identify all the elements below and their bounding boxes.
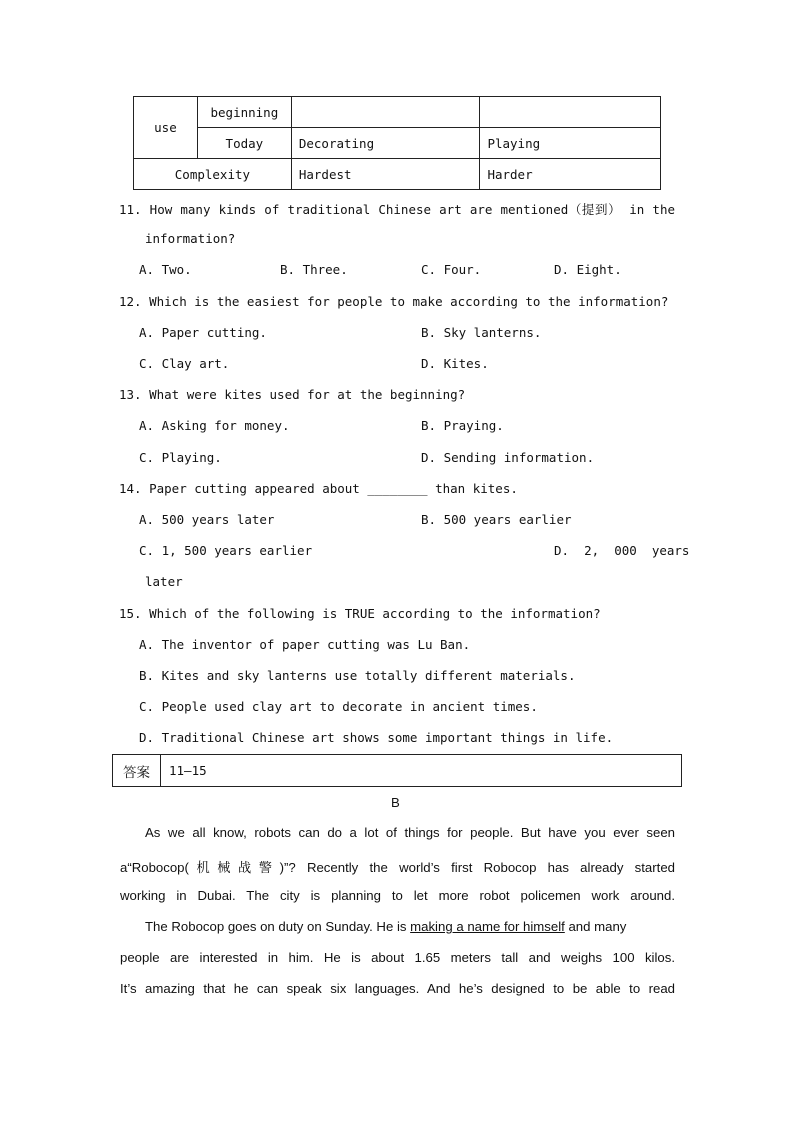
answer-box bbox=[112, 754, 682, 787]
option-13-a[interactable]: A. Asking for money. bbox=[139, 418, 290, 433]
table-cell: Hardest bbox=[291, 159, 480, 190]
question-11-stem: 11. How many kinds of traditional Chinese art are mentioned（提到） in the bbox=[119, 202, 675, 217]
option-11-a[interactable]: A. Two. bbox=[139, 262, 192, 277]
option-15-c[interactable]: C. People used clay art to decorate in ancient times. bbox=[139, 699, 538, 714]
table-row bbox=[134, 159, 661, 190]
table-cell: beginning bbox=[197, 97, 291, 128]
table-cell bbox=[291, 97, 480, 128]
passage-line: working in Dubai. The city is planning to let more robot policemen work around. bbox=[120, 888, 675, 903]
question-14-stem bbox=[119, 481, 518, 496]
option-14-a[interactable]: A. 500 years later bbox=[139, 512, 275, 527]
table-cell: Today bbox=[197, 128, 291, 159]
section-heading: B bbox=[391, 795, 400, 810]
answer-value: 11—15 bbox=[169, 763, 207, 778]
option-12-c[interactable]: C. Clay art. bbox=[139, 356, 230, 371]
question-15-stem: 15. Which of the following is TRUE according to the information? bbox=[119, 606, 601, 621]
option-14-b[interactable]: B. 500 years earlier bbox=[421, 512, 572, 527]
option-11-b[interactable]: B. Three. bbox=[280, 262, 348, 277]
option-12-b[interactable]: B. Sky lanterns. bbox=[421, 325, 542, 340]
option-15-d[interactable]: D. Traditional Chinese art shows some important things in life. bbox=[139, 730, 614, 745]
option-14-d-cont: later bbox=[145, 574, 183, 589]
passage-text: The Robocop goes on duty on Sunday. He is bbox=[145, 919, 411, 934]
option-13-d[interactable]: D. Sending information. bbox=[421, 450, 595, 465]
table-cell bbox=[480, 97, 661, 128]
passage-line: people are interested in him. He is about 1.65 meters tall and weighs 100 kilos. bbox=[120, 950, 675, 965]
question-11-stem-cont: information? bbox=[145, 231, 236, 246]
option-13-c[interactable]: C. Playing. bbox=[139, 450, 222, 465]
option-11-c[interactable]: C. Four. bbox=[421, 262, 482, 277]
table-cell: Complexity bbox=[134, 159, 292, 190]
answer-label: 答案 bbox=[113, 755, 161, 786]
table-cell: Playing bbox=[480, 128, 661, 159]
passage-line: a“Robocop(机械战警)”? Recently the world’s first Robocop has already started bbox=[120, 860, 675, 875]
option-15-a[interactable]: A. The inventor of paper cutting was Lu Ban. bbox=[139, 637, 471, 652]
passage-text: and many bbox=[564, 919, 627, 934]
table-cell: Decorating bbox=[291, 128, 480, 159]
table-row bbox=[134, 128, 661, 159]
option-12-a[interactable]: A. Paper cutting. bbox=[139, 325, 267, 340]
option-14-d[interactable]: D. 2, 000 years bbox=[554, 543, 690, 558]
option-12-d[interactable]: D. Kites. bbox=[421, 356, 489, 371]
question-14-stem-end: than kites. bbox=[427, 481, 518, 496]
table-cell: Harder bbox=[480, 159, 661, 190]
underlined-phrase: making a name for himself bbox=[410, 919, 565, 934]
question-12-stem: 12. Which is the easiest for people to make according to the information? bbox=[119, 294, 669, 309]
option-13-b[interactable]: B. Praying. bbox=[421, 418, 504, 433]
question-13-stem: 13. What were kites used for at the beginning? bbox=[119, 387, 466, 402]
answer-blank: ________ bbox=[367, 481, 428, 496]
art-comparison-table bbox=[133, 96, 661, 190]
passage-line: It’s amazing that he can speak six languages. And he’s designed to be able to read bbox=[120, 981, 675, 996]
option-11-d[interactable]: D. Eight. bbox=[554, 262, 622, 277]
option-14-c[interactable]: C. 1, 500 years earlier bbox=[139, 543, 313, 558]
table-row bbox=[134, 97, 661, 128]
passage-line: As we all know, robots can do a lot of things for people. But have you ever seen bbox=[145, 825, 675, 840]
table-cell: use bbox=[134, 97, 198, 159]
question-14-stem-start: 14. Paper cutting appeared about bbox=[119, 481, 368, 496]
option-15-b[interactable]: B. Kites and sky lanterns use totally different materials. bbox=[139, 668, 576, 683]
passage-line bbox=[145, 919, 626, 934]
